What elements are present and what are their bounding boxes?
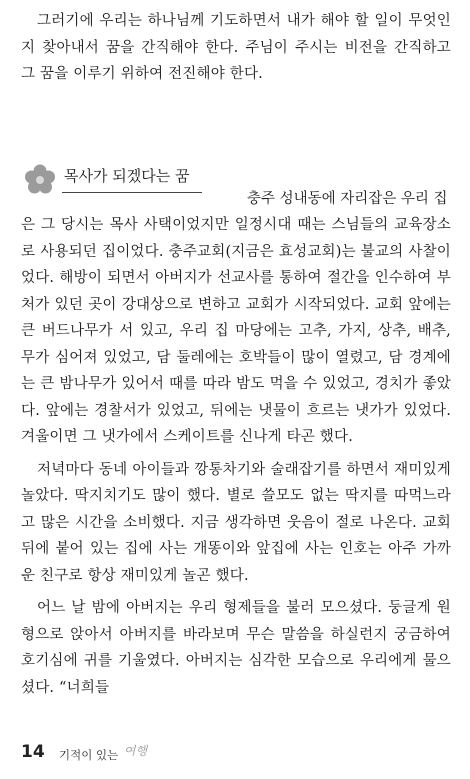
section-body — [21, 212, 451, 701]
heading-underline — [62, 192, 202, 193]
body-paragraph: 저녁마다 동네 아이들과 깡통차기와 술래잡기를 하면서 재미있게 놀았다. 딱지치기도 많이 했다. 별로 쓸모도 없는 딱지를 따먹느라고 많은 시간을 소비했다. 지금 생각하면 웃음이 절로 나온다. 교회 뒤에 붙어 있는 집에 사는 개똥이와 앞집에 사는 인호는 아주 가까운 친구로 항상 재미있게 놀곤 했다. — [21, 461, 451, 584]
section-title: 목사가 되겠다는 꿈 — [64, 167, 190, 185]
intro-text — [21, 8, 451, 88]
book-title-script: 여행 — [123, 744, 148, 758]
page-footer — [21, 742, 321, 768]
body-paragraph: 어느 날 밤에 아버지는 우리 형제들을 불러 모으셨다. 둥글게 원형으로 앉아서 아버지를 바라보며 무슨 말씀을 하실런지 궁금하여 호기심에 귀를 기울였다. 아버지는 심각한 모습으로 우리에게 물으셨다. “너희들 — [21, 600, 451, 696]
intro-paragraph: 그러기에 우리는 하나님께 기도하면서 내가 해야 할 일이 무엇인지 찾아내서 꿈을 간직해야 한다. 주님이 주시는 비전을 간직하고 그 꿈을 이루기 위하여 전진해야 한다. — [21, 13, 451, 82]
flower-icon — [22, 162, 58, 198]
running-title — [59, 746, 147, 763]
book-title-text: 기적이 있는 — [59, 748, 119, 762]
body-paragraph: 은 그 당시는 목사 사택이었지만 일정시대 때는 스님들의 교육장소로 사용되던 집이었다. 충주교회(지금은 효성교회)는 불교의 사찰이었다. 해방이 되면서 아버지가 선교사를 통하여 절간을 인수하여 부처가 있던 곳이 강대상으로 변하고 교회가 시작되었다. 교회 앞에는 큰 버드나무가 서 있고, 우리 집 마당에는 고추, 가지, 상추, 배추, 무가 심어져 있었고, 담 둘레에는 호박들이 많이 열렸고, 담 경계에는 큰 밤나무가 있어서 때를 따라 밤도 먹을 수 있었고, 경치가 좋았다. 앞에는 경찰서가 있었고, 뒤에는 냇물이 흐르는 냇가가 있었다. 겨울이면 그 냇가에서 스케이트를 신나게 타곤 했다. — [21, 217, 451, 445]
section-heading — [22, 160, 202, 202]
page-number: 14 — [21, 742, 45, 762]
section-first-line: 충주 성내동에 자리잡은 우리 집 — [247, 191, 448, 207]
